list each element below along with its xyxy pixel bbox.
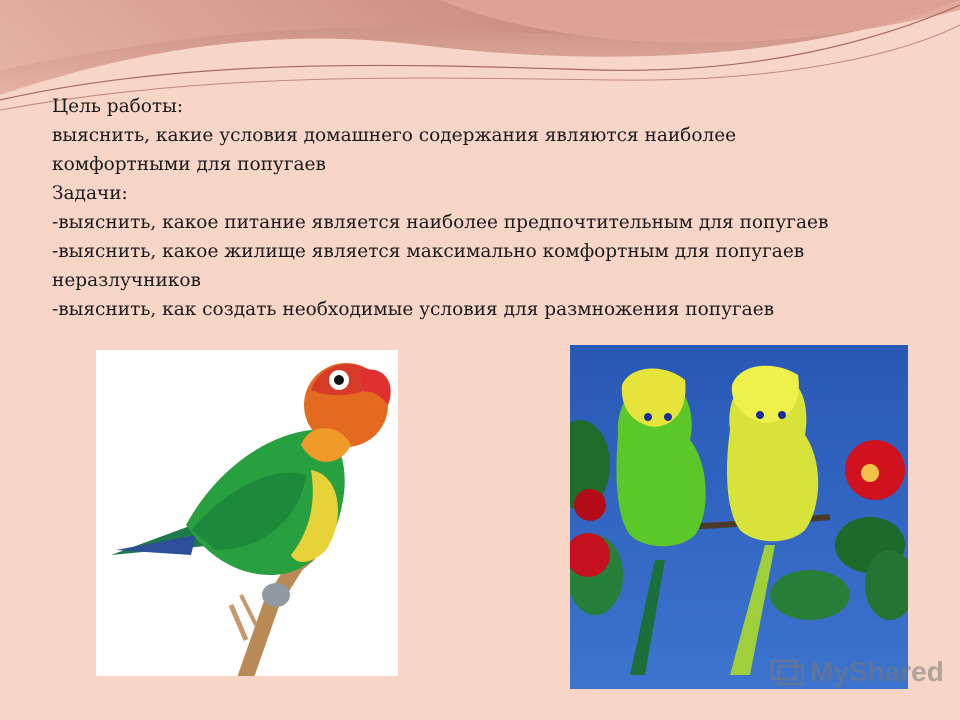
tasks-heading: Задачи:	[52, 183, 128, 204]
goal-text-line-2: комфортными для попугаев	[52, 154, 326, 175]
task-1: -выяснить, какое питание является наиболее предпочтительным для попугаев	[52, 212, 829, 233]
lovebird-image	[96, 350, 398, 676]
lovebird-icon	[96, 350, 398, 676]
task-2-line-2: неразлучников	[52, 270, 201, 291]
budgies-image	[570, 345, 908, 689]
goal-text-line-1: выяснить, какие условия домашнего содержания являются наиболее	[52, 125, 737, 146]
watermark	[770, 652, 944, 692]
task-3: -выяснить, как создать необходимые условия для размножения попугаев	[52, 299, 775, 320]
goal-heading: Цель работы:	[52, 96, 184, 117]
slide-text	[52, 92, 932, 324]
task-2-line-1: -выяснить, какое жилище является максимально комфортным для попугаев	[52, 241, 805, 262]
watermark-text: MyShared	[810, 656, 944, 687]
presentation-icon	[770, 657, 804, 687]
budgies-icon	[570, 345, 908, 689]
